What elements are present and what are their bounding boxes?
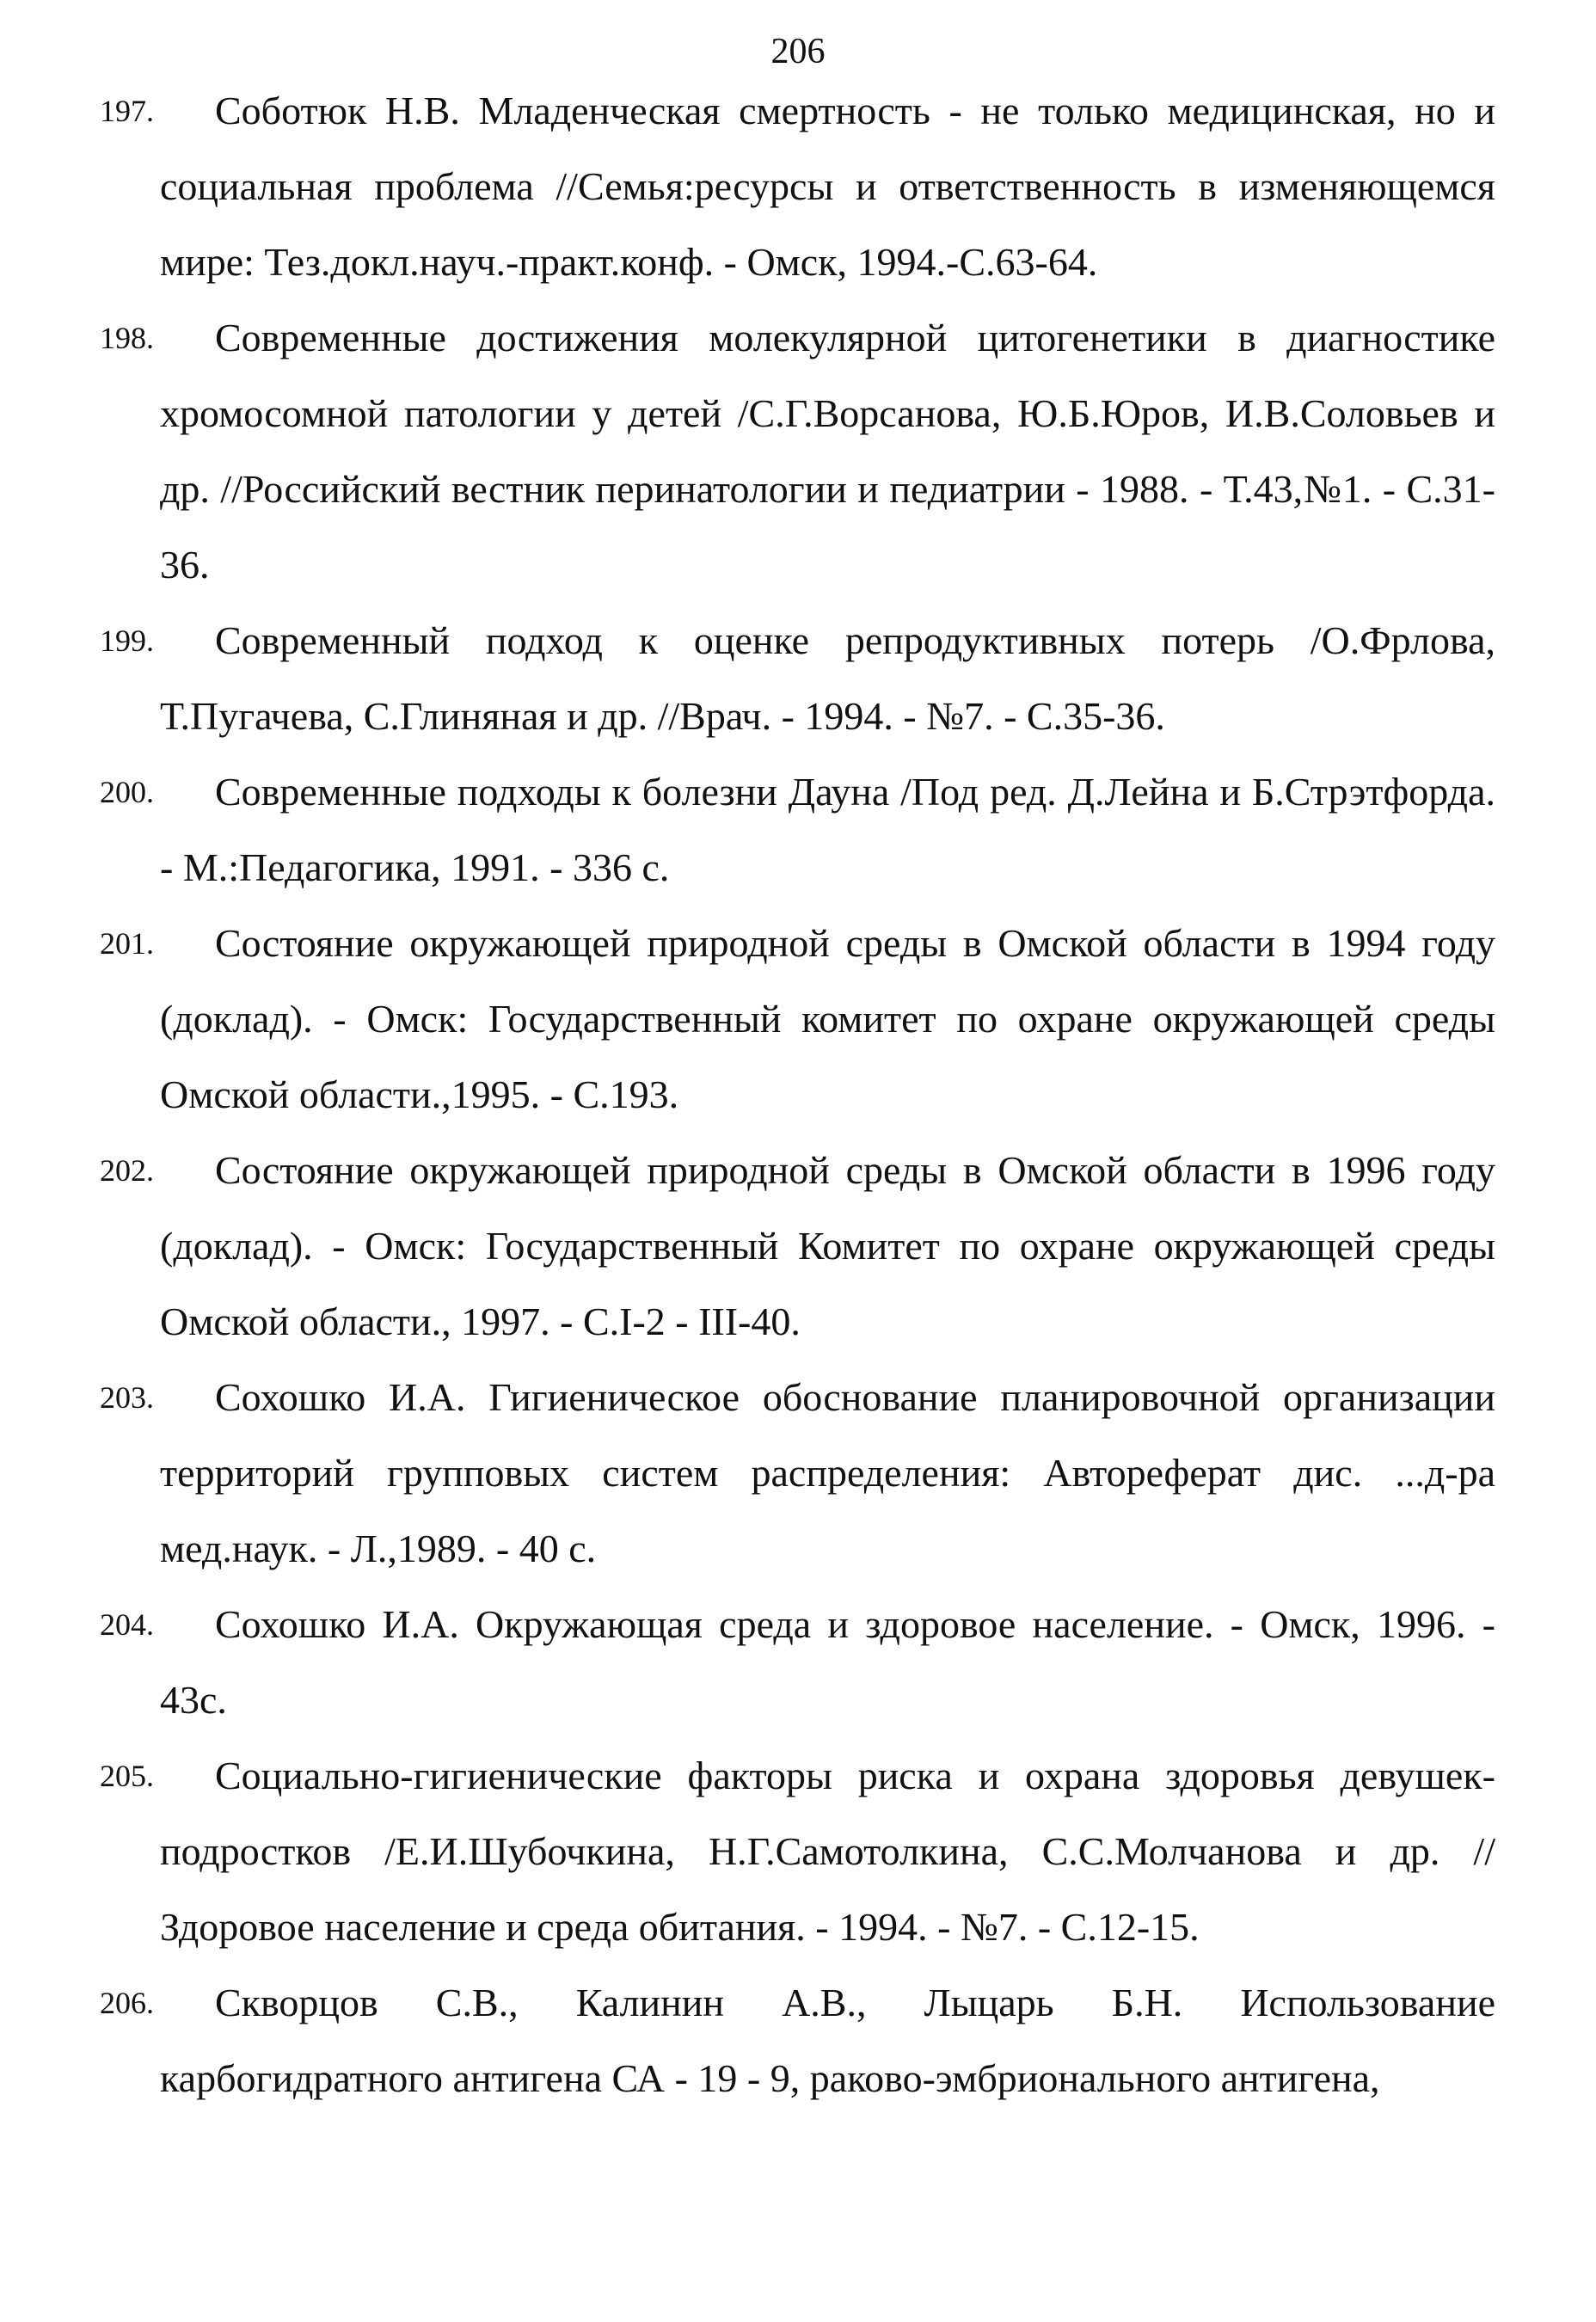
reference-item [100, 300, 1495, 603]
reference-number: 197. [100, 94, 154, 128]
reference-number: 199. [100, 624, 154, 658]
reference-item [100, 1738, 1495, 1965]
reference-number: 205. [100, 1759, 154, 1793]
reference-text [160, 1965, 1495, 2116]
reference-number: 203. [100, 1380, 154, 1415]
reference-body: Сохошко И.А. Окружающая среда и здоровое население. - Омск, 1996. - 43с. [160, 1602, 1495, 1722]
reference-body: Соботюк Н.В. Младенческая смертность - не только медицинская, но и социальная проблема //Семья:ресурсы и ответственность в изменяющемся мире: Тез.докл.науч.-практ.конф. - Омск, 1994.-С.63-64. [160, 89, 1495, 284]
reference-item [100, 1965, 1495, 2116]
reference-number: 206. [100, 1986, 154, 2020]
reference-number: 204. [100, 1607, 154, 1642]
reference-item [100, 1587, 1495, 1738]
reference-text [160, 754, 1495, 906]
reference-text [160, 603, 1495, 754]
reference-text [160, 906, 1495, 1133]
reference-text [160, 1360, 1495, 1587]
reference-list [0, 73, 1596, 2116]
reference-number: 202. [100, 1153, 154, 1188]
reference-item [100, 603, 1495, 754]
page-number: 206 [770, 32, 826, 71]
reference-body: Современный подход к оценке репродуктивных потерь /О.Фрлова, Т.Пугачева, С.Глиняная и др. //Врач. - 1994. - №7. - С.35-36. [160, 618, 1495, 738]
reference-body: Современные достижения молекулярной цитогенетики в диагностике хромосомной патологии у детей /С.Г.Ворсанова, Ю.Б.Юров, И.В.Соловьев и др. //Российский вестник перинатологии и педиатрии - 1988. - Т.43,№1. - С.31-36. [160, 316, 1495, 587]
reference-body: Состояние окружающей природной среды в Омской области в 1996 году (доклад). - Омск: Государственный Комитет по охране окружающей среды Омской области., 1997. - С.I-2 - III-40. [160, 1148, 1495, 1343]
reference-text [160, 300, 1495, 603]
reference-text [160, 1133, 1495, 1360]
reference-text [160, 1587, 1495, 1738]
reference-item [100, 754, 1495, 906]
reference-item [100, 1360, 1495, 1587]
reference-body: Сохошко И.А. Гигиеническое обоснование планировочной организации территорий групповых систем распределения: Автореферат дис. ...д-ра мед.наук. - Л.,1989. - 40 с. [160, 1375, 1495, 1570]
reference-body: Скворцов С.В., Калинин А.В., Лыцарь Б.Н. Использование карбогидратного антигена СА - 19 - 9, раково-эмбрионального антигена, [160, 1981, 1495, 2100]
reference-item [100, 906, 1495, 1133]
reference-body: Современные подходы к болезни Дауна /Под ред. Д.Лейна и Б.Стрэтфорда. - М.:Педагогика, 1991. - 336 с. [160, 770, 1495, 889]
reference-number: 201. [100, 926, 154, 961]
reference-body: Социально-гигиенические факторы риска и охрана здоровья девушек-подростков /Е.И.Шубочкина, Н.Г.Самотолкина, С.С.Молчанова и др. //Здоровое население и среда обитания. - 1994. - №7. - С.12-15. [160, 1754, 1495, 1949]
reference-number: 198. [100, 321, 154, 355]
reference-text [160, 73, 1495, 300]
reference-text [160, 1738, 1495, 1965]
reference-number: 200. [100, 775, 154, 809]
reference-item [100, 1133, 1495, 1360]
reference-body: Состояние окружающей природной среды в Омской области в 1994 году (доклад). - Омск: Государственный комитет по охране окружающей среды Омской области.,1995. - С.193. [160, 921, 1495, 1116]
reference-item [100, 73, 1495, 300]
